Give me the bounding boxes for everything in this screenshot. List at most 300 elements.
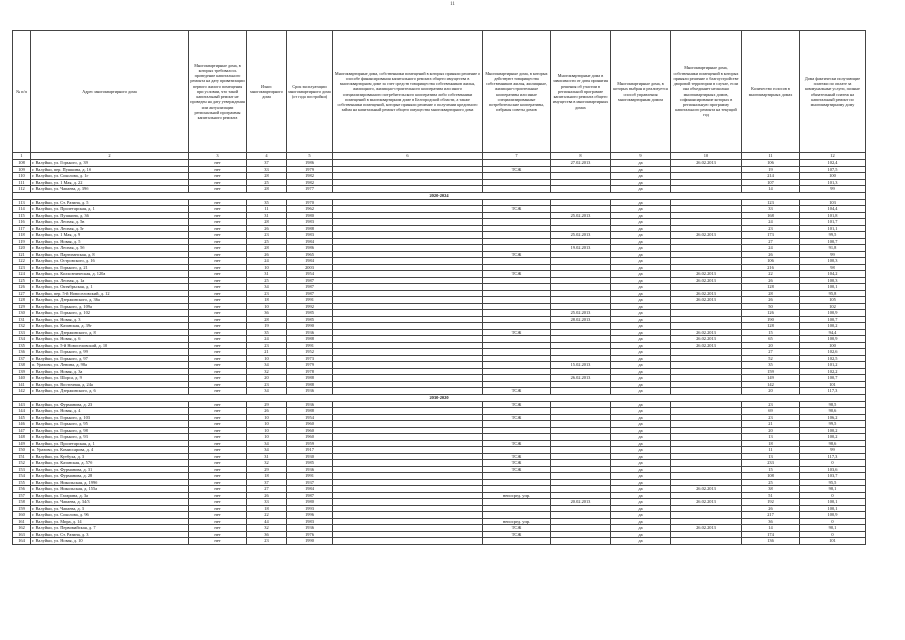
table-cell-col-4: 34	[247, 388, 287, 395]
table-cell-col-12: 117,3	[800, 453, 866, 460]
table-cell-col-3: нет	[189, 271, 247, 278]
table-cell-col-4: 10	[247, 264, 287, 271]
table-cell-col-2: г. Валуйки, ул. Шорса, д. 9	[31, 375, 189, 382]
table-cell-col-11: 233	[742, 460, 800, 467]
table-cell-col-9: да	[611, 492, 671, 499]
table-cell-col-4: 10	[247, 303, 287, 310]
column-number-9: 9	[611, 153, 671, 160]
table-cell-col-9: да	[611, 381, 671, 388]
table-cell-col-1: 124	[13, 271, 31, 278]
table-cell-col-7: ТСЖ	[483, 206, 551, 213]
table-cell-col-4: 18	[247, 297, 287, 304]
table-cell-col-10: 26.02.2013	[671, 271, 742, 278]
table-cell-col-3: нет	[189, 421, 247, 428]
table-cell-col-4: 44	[247, 518, 287, 525]
table-cell-col-11: 52	[742, 355, 800, 362]
table-cell-col-5: 1976	[287, 531, 333, 538]
table-cell-col-2: г. Валуйки, ул. Фурманова, д. 28	[31, 473, 189, 480]
table-cell-col-5: 1996	[287, 512, 333, 519]
table-cell-col-4: 10	[247, 421, 287, 428]
table-cell-col-2: г. Валуйки, ул. Гагарина, д. 3а	[31, 492, 189, 499]
table-cell-col-1: 164	[13, 538, 31, 545]
table-cell-col-3: нет	[189, 447, 247, 454]
table-cell-col-1: 119	[13, 238, 31, 245]
table-cell-col-9: да	[611, 290, 671, 297]
table-cell-col-3: нет	[189, 290, 247, 297]
table-cell-col-1: 112	[13, 186, 31, 193]
table-cell-col-1: 163	[13, 531, 31, 538]
table-cell-col-9: да	[611, 531, 671, 538]
table-cell-col-2: г. Валуйки, ул. Горького, д. 99	[31, 349, 189, 356]
table-cell-col-3: нет	[189, 375, 247, 382]
column-number-10: 10	[671, 153, 742, 160]
table-cell-col-4: 20	[247, 375, 287, 382]
section-heading: 2020-2024	[13, 192, 866, 199]
table-cell-col-2: п. Уразово, ул. Ленина, д. 98а	[31, 362, 189, 369]
table-cell-col-1: 130	[13, 310, 31, 317]
table-cell-col-12: 91,8	[800, 245, 866, 252]
table-cell-col-2: г. Валуйки, ул. Островского, д. 16	[31, 258, 189, 265]
table-cell-col-4: 35	[247, 199, 287, 206]
table-cell-col-1: 138	[13, 362, 31, 369]
table-cell-col-9: да	[611, 375, 671, 382]
header-row	[13, 31, 866, 153]
table-cell-col-4: 18	[247, 473, 287, 480]
table-cell-col-1: 156	[13, 486, 31, 493]
table-cell-col-7: ТСЖ	[483, 525, 551, 532]
table-cell-col-12: 100,1	[800, 284, 866, 291]
table-cell-col-9: да	[611, 186, 671, 193]
table-cell-col-11: 21	[742, 421, 800, 428]
table-cell-col-1: 125	[13, 277, 31, 284]
table-cell-col-11: 149	[742, 375, 800, 382]
column-header-2: Адрес многоквартирного дома	[31, 31, 189, 153]
table-cell-col-12: 101,8	[800, 212, 866, 219]
table-cell-col-2: г. Валуйки, ул. Первомайская, д. 7	[31, 525, 189, 532]
table-cell-col-2: г. Валуйки, ул. Лесная, д. 5б	[31, 245, 189, 252]
table-cell-col-12: 102,2	[800, 368, 866, 375]
table-cell-col-2: г. Валуйки, ул. Мира, д. 14	[31, 518, 189, 525]
table-cell-col-4: 11	[247, 206, 287, 213]
table-cell-col-11: 25	[742, 479, 800, 486]
table-cell-col-9: да	[611, 505, 671, 512]
table-cell-col-1: 159	[13, 505, 31, 512]
column-number-3: 3	[189, 153, 247, 160]
table-cell-col-1: 118	[13, 232, 31, 239]
table-cell-col-12: 98	[800, 264, 866, 271]
table-cell-col-4: 26	[247, 408, 287, 415]
table-cell-col-2: г. Валуйки, ул. Лесная, д. 1а	[31, 277, 189, 284]
table-cell-col-3: нет	[189, 160, 247, 167]
table-cell-col-4: 23	[247, 290, 287, 297]
table-cell-col-1: 157	[13, 492, 31, 499]
housing-register-table	[12, 30, 866, 545]
section-heading: 2030-2020	[13, 394, 866, 401]
column-number-7: 7	[483, 153, 551, 160]
table-cell-col-7: ТСЖ	[483, 401, 551, 408]
table-cell-col-10: 26.02.2013	[671, 486, 742, 493]
table-cell-col-4: 28	[247, 245, 287, 252]
table-cell-col-12: 100,9	[800, 336, 866, 343]
table-cell-col-9: да	[611, 499, 671, 506]
table-cell-col-4: 23	[247, 342, 287, 349]
table-cell-col-5: 1992	[287, 303, 333, 310]
table-cell-col-12: 101,2	[800, 362, 866, 369]
table-cell-col-11: 15	[742, 466, 800, 473]
table-cell-col-4: 26	[247, 251, 287, 258]
section-heading-row	[13, 192, 866, 199]
table-cell-col-3: нет	[189, 479, 247, 486]
table-cell-col-11: 20	[742, 342, 800, 349]
table-cell-col-2: г. Валуйки, ул. Лесная, д. 5в	[31, 219, 189, 226]
table-cell-col-11: 26	[742, 277, 800, 284]
table-cell-col-4: 37	[247, 160, 287, 167]
table-cell-col-9: да	[611, 316, 671, 323]
table-cell-col-11: 51	[742, 492, 800, 499]
table-cell-col-4: 10	[247, 355, 287, 362]
table-cell-col-5: 1991	[287, 342, 333, 349]
table-cell-col-2: г. Валуйки, ул. Новая, д. 5	[31, 238, 189, 245]
table-cell-col-7: непосред. упр.	[483, 492, 551, 499]
table-cell-col-12: 90,6	[800, 408, 866, 415]
table-cell-col-2: г. Валуйки, ул. Казанская, д. 39г	[31, 323, 189, 330]
table-cell-col-5: 1960	[287, 434, 333, 441]
table-cell-col-1: 108	[13, 160, 31, 167]
table-cell-col-3: нет	[189, 434, 247, 441]
table-cell-col-3: нет	[189, 199, 247, 206]
table-cell-col-1: 114	[13, 206, 31, 213]
column-number-8: 8	[551, 153, 611, 160]
column-header-3: Многоквартирные дома, в которых требовалось проведение капитального ремонта на дату приватизации первого жилого помещения при условии, что такой капитальный ремонт не проведен на дату утверждения или актуализации региональной программы капитального ремонта	[189, 31, 247, 153]
table-cell-col-9: да	[611, 232, 671, 239]
table-cell-col-1: 127	[13, 290, 31, 297]
table-cell-col-2: г. Валуйки, ул. Чапаева, д. 34/3	[31, 499, 189, 506]
table-cell-col-11: 26	[742, 297, 800, 304]
table-cell-col-12: 104,2	[800, 271, 866, 278]
table-cell-col-1: 121	[13, 251, 31, 258]
table-cell-col-1: 111	[13, 179, 31, 186]
table-cell-col-12: 102,4	[800, 160, 866, 167]
table-cell-col-3: нет	[189, 329, 247, 336]
table-cell-col-12: 104,4	[800, 206, 866, 213]
table-cell-col-12: 103,7	[800, 473, 866, 480]
table-cell-col-8: 26.02.2013	[551, 375, 611, 382]
table-cell-col-9: да	[611, 355, 671, 362]
table-cell-col-4: 34	[247, 447, 287, 454]
table-cell-col-5: 1984	[287, 258, 333, 265]
table-cell-col-9: да	[611, 486, 671, 493]
table-cell-col-11: 69	[742, 408, 800, 415]
table-cell-col-1: 109	[13, 166, 31, 173]
table-cell-col-3: нет	[189, 518, 247, 525]
table-cell-col-3: нет	[189, 525, 247, 532]
table-cell-col-9: да	[611, 212, 671, 219]
table-cell-col-1: 139	[13, 368, 31, 375]
table-cell-col-4: 24	[247, 336, 287, 343]
table-cell-col-12: 106,2	[800, 414, 866, 421]
table-cell-col-5: 1917	[287, 447, 333, 454]
table-cell-col-4: 34	[247, 362, 287, 369]
table-cell-col-3: нет	[189, 245, 247, 252]
table-cell-col-3: нет	[189, 277, 247, 284]
table-cell-col-11: 35	[742, 362, 800, 369]
table-cell-col-5: 1980	[287, 212, 333, 219]
table-cell-col-4: 32	[247, 460, 287, 467]
table-cell-col-1: 135	[13, 342, 31, 349]
table-cell-col-3: нет	[189, 349, 247, 356]
table-cell-col-11: 38	[742, 486, 800, 493]
table-cell-col-2: г. Валуйки, ул. Лесная, д. 5г	[31, 225, 189, 232]
table-cell-col-9: да	[611, 512, 671, 519]
table-cell-col-5: 1988	[287, 375, 333, 382]
table-cell-col-4: 23	[247, 381, 287, 388]
page-number: 11	[450, 2, 455, 7]
table-cell-col-2: г. Валуйки, ул. Новая, д. 3	[31, 316, 189, 323]
table-cell-col-11: 168	[742, 212, 800, 219]
table-cell-col-3: нет	[189, 486, 247, 493]
table-cell-col-11: 19	[742, 166, 800, 173]
table-cell-col-10: 26.02.2013	[671, 290, 742, 297]
table-cell-col-9: да	[611, 518, 671, 525]
table-cell-col-1: 129	[13, 303, 31, 310]
table-cell-col-9: да	[611, 466, 671, 473]
table-cell-col-12: 101,1	[800, 225, 866, 232]
table-cell-col-10: 26.02.2013	[671, 232, 742, 239]
table-cell-col-11: 24	[742, 219, 800, 226]
table-cell-col-1: 153	[13, 466, 31, 473]
table-cell-col-12: 100,3	[800, 277, 866, 284]
table-cell-col-2: г. Валуйки, ул. Восточная, д. 24а	[31, 381, 189, 388]
table-cell-col-12: 102,5	[800, 355, 866, 362]
table-cell-col-2: г. Валуйки, ул. Горького, д. 39	[31, 160, 189, 167]
table-cell-col-7: ТСЖ	[483, 414, 551, 421]
table-cell-col-9: да	[611, 479, 671, 486]
table-cell-col-10: 26.02.2013	[671, 342, 742, 349]
column-header-8: Многоквартирные дома в зависимости от даты принятия решения об участии в региональной программе капитального ремонта общего имущества в многоквартирных домах	[551, 31, 611, 153]
table-cell-col-9: да	[611, 460, 671, 467]
table-cell-col-12: 0	[800, 518, 866, 525]
table-cell-col-12: 107,5	[800, 166, 866, 173]
table-cell-col-1: 149	[13, 440, 31, 447]
table-cell-col-9: да	[611, 421, 671, 428]
table-cell-col-5: 1990	[287, 323, 333, 330]
table-cell-col-7: ТСЖ	[483, 271, 551, 278]
table-cell-col-2: г. Валуйки, ул. Казанская, д. 57б	[31, 460, 189, 467]
table-cell-col-11: 216	[742, 264, 800, 271]
table-cell-col-1: 113	[13, 199, 31, 206]
column-header-5: Срок эксплуатации многоквартирного дома (от года постройки)	[287, 31, 333, 153]
table-cell-col-11: 136	[742, 538, 800, 545]
table-cell-col-4: 28	[247, 316, 287, 323]
table-cell-col-4: 10	[247, 427, 287, 434]
table-cell-col-5: 1984	[287, 486, 333, 493]
table-cell-col-8: 19.02.2013	[551, 245, 611, 252]
table-cell-col-9: да	[611, 303, 671, 310]
table-cell-col-1: 136	[13, 349, 31, 356]
table-cell-col-9: да	[611, 277, 671, 284]
table-cell-col-2: г. Валуйки, ул. Фурманова, д. 31	[31, 466, 189, 473]
table-cell-col-11: 217	[742, 512, 800, 519]
table-cell-col-11: 128	[742, 284, 800, 291]
table-cell-col-11: 159	[742, 368, 800, 375]
table-cell-col-2: г. Валуйки, ул. Дзержинского, д. 36а	[31, 297, 189, 304]
table-cell-col-9: да	[611, 329, 671, 336]
table-cell-col-9: да	[611, 179, 671, 186]
table-cell-col-7: ТСЖ	[483, 329, 551, 336]
table-cell-col-12: 103,6	[800, 466, 866, 473]
table-cell-col-5: 1985	[287, 460, 333, 467]
table-cell-col-12: 102	[800, 303, 866, 310]
table-cell-col-11: 107	[742, 179, 800, 186]
table-cell-col-5: 1987	[287, 277, 333, 284]
table-cell-col-5: 1987	[287, 492, 333, 499]
table-cell-col-7: ТСЖ	[483, 466, 551, 473]
table-cell-col-12: 100,2	[800, 434, 866, 441]
table-body	[13, 153, 866, 545]
table-cell-col-1: 120	[13, 245, 31, 252]
table-cell-col-12: 117,3	[800, 388, 866, 395]
table-cell-col-11: 128	[742, 323, 800, 330]
table-row	[13, 538, 866, 545]
table-cell-col-12: 0	[800, 460, 866, 467]
table-cell-col-5: 1960	[287, 421, 333, 428]
table-cell-col-12: 105	[800, 297, 866, 304]
table-cell-col-5: 1959	[287, 440, 333, 447]
table-cell-col-11: 106	[742, 258, 800, 265]
table-cell-col-5: 1954	[287, 271, 333, 278]
table-cell-col-5: 1979	[287, 166, 333, 173]
table-cell-col-5: 1936	[287, 525, 333, 532]
table-cell-col-2: г. Валуйки, пер. 5-й Новоселовский, д. 12	[31, 290, 189, 297]
column-header-9: Многоквартирные дома, в которых выбран и реализуется способ управления многоквартирным домом	[611, 31, 671, 153]
table-cell-col-11: 173	[742, 232, 800, 239]
table-cell-col-12: 98,6	[800, 440, 866, 447]
table-cell-col-2: г. Валуйки, ул. Пролетарская, д. 1	[31, 440, 189, 447]
table-cell-col-11: 18	[742, 440, 800, 447]
table-cell-col-3: нет	[189, 297, 247, 304]
table-cell-col-11: 33	[742, 206, 800, 213]
table-cell-col-10: 26.02.2013	[671, 277, 742, 284]
table-cell-col-3: нет	[189, 186, 247, 193]
table-cell-col-2: г. Валуйки, ул. Никольская, д. 155а	[31, 486, 189, 493]
table-cell-col-9: да	[611, 349, 671, 356]
table-cell-col-2: г. Валуйки, ул. Соколова, д. 1г	[31, 173, 189, 180]
table-cell-col-12: 100,3	[800, 258, 866, 265]
table-cell-col-3: нет	[189, 440, 247, 447]
table-cell-col-8: 28.02.2013	[551, 316, 611, 323]
table-cell-col-9: да	[611, 225, 671, 232]
table-cell-col-3: нет	[189, 512, 247, 519]
table-cell-col-12: 103	[800, 199, 866, 206]
table-cell-col-9: да	[611, 166, 671, 173]
table-cell-col-9: да	[611, 362, 671, 369]
table-cell-col-1: 144	[13, 408, 31, 415]
table-cell-col-9: да	[611, 427, 671, 434]
table-cell-col-5: 1991	[287, 473, 333, 480]
table-cell-col-4: 28	[247, 186, 287, 193]
table-cell-col-9: да	[611, 173, 671, 180]
table-cell-col-2: г. Валуйки, ул. Фурманова, д. 23	[31, 401, 189, 408]
table-cell-col-11: 36	[742, 518, 800, 525]
column-header-10: Многоквартирные дома, собственники помещений в которых приняли решение о благоустройстве дворовой территории в случае, если она объединяет несколько многоквартирных домов, софинансирование которых в региональную программу капитального ремонта на текущий год	[671, 31, 742, 153]
table-cell-col-12: 100,2	[800, 323, 866, 330]
table-cell-col-3: нет	[189, 381, 247, 388]
table-cell-col-11: 26	[742, 505, 800, 512]
table-cell-col-11: 123	[742, 199, 800, 206]
table-cell-col-12: 98,1	[800, 486, 866, 493]
table-cell-col-10: 26.02.2013	[671, 499, 742, 506]
table-cell-col-7: ТСЖ	[483, 531, 551, 538]
table-cell-col-2: г. Валуйки, ул. Горького, д. 102	[31, 310, 189, 317]
table-cell-col-12: 100	[800, 173, 866, 180]
table-cell-col-10: 26.02.2013	[671, 297, 742, 304]
table-cell-col-11: 20	[742, 427, 800, 434]
table-cell-col-4: 23	[247, 232, 287, 239]
table-cell-col-12: 99,5	[800, 421, 866, 428]
table-cell-col-2: п. Уразово, ул. Комиссарова, д. 4	[31, 447, 189, 454]
table-cell-col-1: 161	[13, 518, 31, 525]
table-cell-col-12: 100,7	[800, 238, 866, 245]
table-cell-col-9: да	[611, 440, 671, 447]
table-cell-col-3: нет	[189, 453, 247, 460]
table-cell-col-4: 32	[247, 525, 287, 532]
table-cell-col-5: 1985	[287, 310, 333, 317]
table-cell-col-12: 100,7	[800, 375, 866, 382]
table-cell-col-12: 100,7	[800, 316, 866, 323]
table-cell-col-5: 1991	[287, 297, 333, 304]
table-cell-col-2: г. Валуйки, ул. Горького, д. 95	[31, 421, 189, 428]
column-header-6: Многоквартирные дома, собственники помещений в которых приняли решение о способе финансирования капитального ремонта общего имущества в многоквартирном доме за счет средств товарищества собственников жилья, жилищного, жилищно-строительного кооператива или иного специализированного потребительского кооператива либо собственники помещений в многоквартирном доме в Белгородской области, а также собственники помещений, которые приняли решение о получении кредитного займа на капитальный ремонт общего имущества многоквартирного дома	[333, 31, 483, 153]
table-cell-col-8: 25.02.2013	[551, 310, 611, 317]
table-cell-col-3: нет	[189, 362, 247, 369]
table-cell-col-3: нет	[189, 505, 247, 512]
table-cell-col-5: 1984	[287, 238, 333, 245]
table-cell-col-12: 95,8	[800, 290, 866, 297]
table-cell-col-9: да	[611, 414, 671, 421]
table-cell-col-1: 123	[13, 264, 31, 271]
column-header-4: Износ многоквартирного дома	[247, 31, 287, 153]
table-cell-col-1: 126	[13, 284, 31, 291]
table-cell-col-11: 24	[742, 245, 800, 252]
table-cell-col-5: 1936	[287, 466, 333, 473]
table-cell-col-3: нет	[189, 303, 247, 310]
table-cell-col-3: нет	[189, 232, 247, 239]
table-cell-col-12: 95,5	[800, 479, 866, 486]
table-cell-col-11: 142	[742, 381, 800, 388]
table-cell-col-4: 19	[247, 323, 287, 330]
table-cell-col-2: г. Валуйки, ул. Пушкина, д. 36	[31, 212, 189, 219]
table-cell-col-5: 1988	[287, 381, 333, 388]
table-cell-col-9: да	[611, 271, 671, 278]
table-cell-col-4: 37	[247, 479, 287, 486]
table-cell-col-1: 160	[13, 512, 31, 519]
table-cell-col-9: да	[611, 199, 671, 206]
table-cell-col-8: 15.02.2013	[551, 362, 611, 369]
column-header-12: Дома фактически получающие платежи по оплате за коммунальные услуги, полные обязательный платеж на капитальный ремонт по многоквартирному дому	[800, 31, 866, 153]
table-cell-col-11: 13	[742, 434, 800, 441]
table-cell-col-1: 152	[13, 460, 31, 467]
table-cell-col-1: 115	[13, 212, 31, 219]
table-cell-col-4: 34	[247, 440, 287, 447]
table-cell-col-2: г. Валуйки, ул. Горького, д. 21	[31, 264, 189, 271]
table-cell-col-9: да	[611, 310, 671, 317]
table-cell-col-5: 1962	[287, 206, 333, 213]
table-cell-col-4: 24	[247, 258, 287, 265]
table-cell-col-7: ТСЖ	[483, 388, 551, 395]
table-cell-col-11: 108	[742, 473, 800, 480]
table-cell-col-6	[333, 538, 483, 545]
table-cell-col-11: 192	[742, 499, 800, 506]
